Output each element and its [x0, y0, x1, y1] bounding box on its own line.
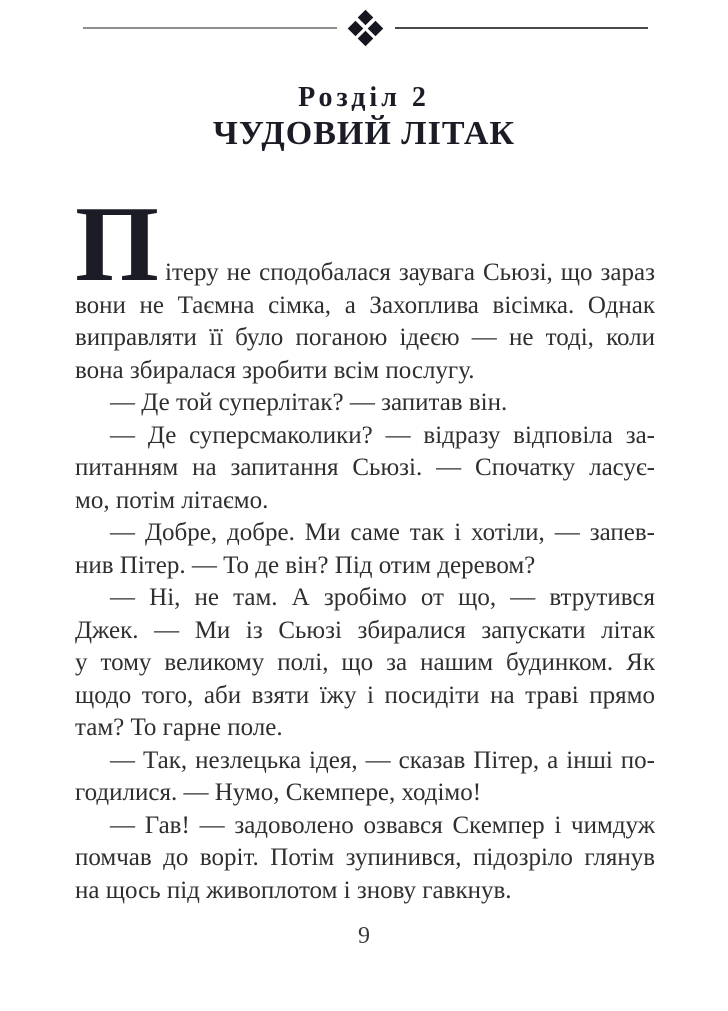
body-text [0, 185, 728, 907]
text-line: нив Пітер. — То де він? Під отим деревом? [75, 551, 536, 579]
divider-line-left [83, 27, 337, 29]
text-line: — Гав! — задоволено озвався Скемпер і чимдуж [110, 811, 655, 839]
chapter-divider [83, 11, 648, 45]
divider-line-right [395, 27, 649, 29]
paragraph [75, 185, 655, 387]
paragraph [75, 810, 655, 908]
text-line: вони не Таємна сімка, а Захоплива вісімка. Однак [75, 291, 655, 319]
diamond-top [358, 10, 374, 26]
text-line: — Ні, не там. А зробімо от що, — втрутився [110, 584, 655, 611]
text-line: мо, потім літаємо. [75, 486, 269, 514]
text-line: — Так, незлецька ідея, — сказав Пітер, а інші по- [110, 746, 655, 774]
text-line: на щось під живоплотом і знову гавкнув. [75, 876, 512, 904]
diamond-bottom [358, 31, 374, 47]
text-line: помчав до воріт. Потім зупинився, підозріло глянув [75, 844, 655, 871]
book-page [0, 11, 728, 1011]
paragraph [75, 582, 655, 745]
text-line: — Де суперсмаколики? — відразу відповіла за- [110, 421, 655, 449]
paragraph [75, 420, 655, 518]
chapter-number-heading: Розділ 2 [298, 82, 430, 113]
text-line: там? То гарне поле. [75, 714, 283, 741]
drop-cap: П [75, 185, 160, 304]
text-line: годилися. — Нумо, Скемпере, ходімо! [75, 779, 482, 806]
text-line: Джек. — Ми із Сьюзі збиралися запускати літак [75, 616, 655, 644]
paragraph [75, 517, 655, 582]
chapter-title-heading: ЧУДОВИЙ ЛІТАК [212, 115, 516, 152]
text-line: щодо того, аби взяти їжу і посидіти на траві прямо [75, 681, 655, 709]
diamond-right [368, 20, 384, 36]
text-line: виправляти її було поганою ідеєю — не тоді, коли [75, 324, 655, 351]
text-line: у тому великому полі, що за нашим будинком. Як [75, 649, 655, 676]
page-number: 9 [358, 923, 370, 949]
text-line: Пітеру не сподобалася заувага Сьюзі, що зараз [75, 185, 655, 304]
text-line: вона збиралася зробити всім послугу. [75, 356, 475, 384]
text-line: — Де той суперлітак? — запитав він. [110, 389, 508, 416]
text-line: питанням на запитання Сьюзі. — Спочатку ласує- [75, 454, 655, 481]
paragraph [75, 387, 655, 420]
text-line: — Добре, добре. Ми саме так і хотіли, — запев- [110, 519, 655, 546]
paragraph [75, 745, 655, 810]
diamond-cluster-ornament-icon [351, 13, 381, 43]
